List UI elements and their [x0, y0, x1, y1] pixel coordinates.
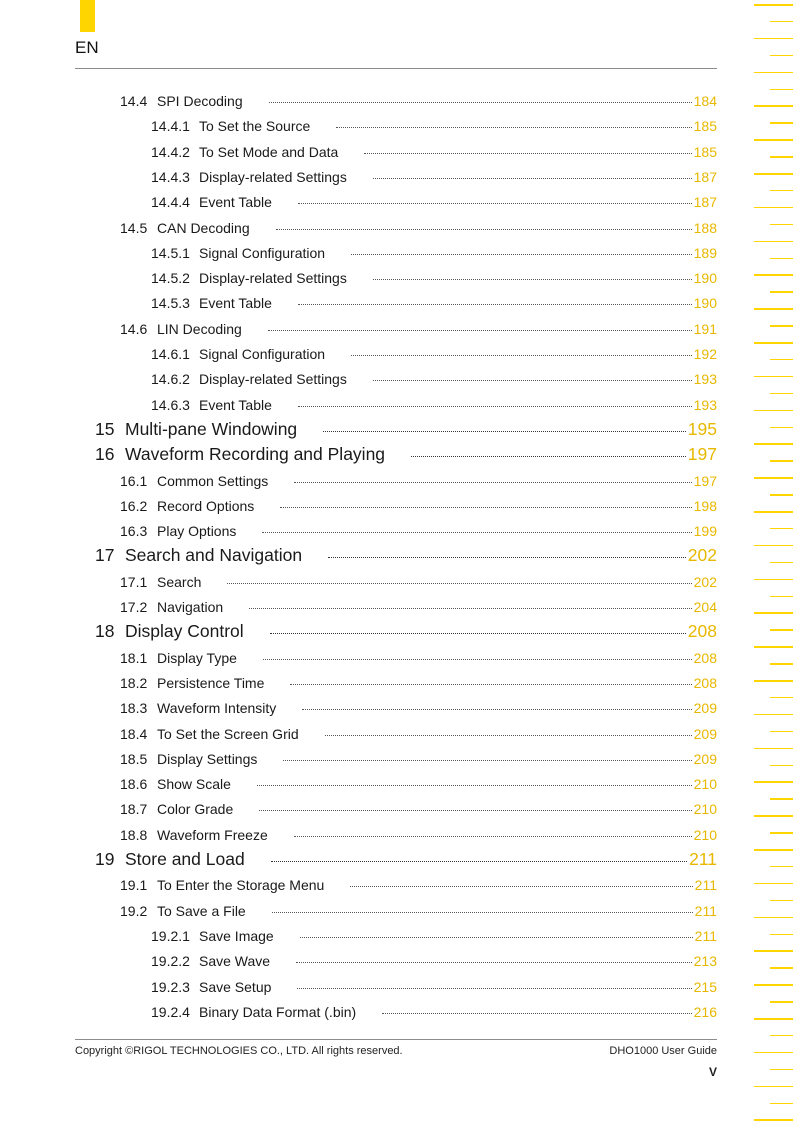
toc-dot-leader: [270, 633, 686, 634]
toc-entry[interactable]: [120, 93, 717, 113]
toc-entry[interactable]: [151, 928, 717, 948]
toc-dot-leader: [294, 836, 692, 837]
toc-entry[interactable]: [95, 621, 717, 645]
toc-entry-page: 209: [693, 750, 717, 767]
thumb-index-tick: [770, 629, 793, 631]
toc-entry-page: 187: [693, 194, 717, 211]
toc-entry[interactable]: [120, 726, 717, 746]
toc-entry[interactable]: [151, 270, 717, 290]
toc-entry-number: 19.2: [120, 902, 148, 919]
toc-entry-page: 192: [693, 346, 717, 362]
toc-entry[interactable]: [151, 371, 717, 391]
toc-entry[interactable]: [151, 245, 717, 265]
toc-entry[interactable]: [120, 827, 717, 847]
toc-entry-number: 15: [95, 418, 115, 439]
toc-dot-leader: [276, 229, 692, 230]
toc-entry-page: 199: [693, 523, 717, 540]
toc-entry-title: Record Options: [157, 497, 255, 514]
toc-dot-leader: [351, 355, 692, 356]
toc-entry-number: 14.6.1: [151, 346, 190, 362]
thumb-index-tick: [754, 4, 793, 6]
thumb-index-tick: [754, 1018, 793, 1020]
toc-entry[interactable]: [120, 574, 717, 594]
toc-dot-leader: [373, 380, 692, 381]
toc-entry-title: Display-related Settings: [199, 168, 347, 185]
toc-entry-title: Save Setup: [199, 978, 272, 995]
toc-entry-title: To Set the Source: [199, 118, 311, 135]
toc-entry-number: 14.4.4: [151, 194, 190, 211]
toc-entry[interactable]: [120, 801, 717, 821]
toc-entry-title: Search and Navigation: [125, 545, 303, 566]
toc-entry-title: Display-related Settings: [199, 371, 347, 388]
toc-entry-page: 189: [693, 244, 717, 261]
toc-entry-title: Color Grade: [157, 801, 234, 818]
toc-dot-leader: [269, 102, 692, 103]
toc-entry-number: 19.2.4: [151, 1003, 190, 1020]
toc-entry-number: 14.6.3: [151, 396, 190, 413]
toc-entry-page: 202: [687, 545, 717, 566]
toc-entry-number: 19: [95, 849, 115, 869]
toc-entry[interactable]: [120, 498, 717, 518]
thumb-index-tick: [770, 359, 793, 361]
toc-entry[interactable]: [151, 397, 717, 417]
toc-entry[interactable]: [95, 419, 717, 443]
toc-entry[interactable]: [120, 650, 717, 670]
toc-dot-leader: [296, 962, 692, 963]
toc-entry[interactable]: [151, 169, 717, 189]
thumb-index-tick: [770, 528, 793, 530]
toc-entry[interactable]: [120, 776, 717, 796]
toc-dot-leader: [283, 760, 691, 761]
toc-entry-title: To Set the Screen Grid: [157, 725, 299, 742]
toc-entry-page: 190: [693, 270, 717, 287]
toc-entry-page: 216: [693, 1003, 717, 1020]
toc-entry-page: 210: [693, 776, 717, 793]
thumb-index-tick: [770, 934, 793, 936]
copyright-text: Copyright ©RIGOL TECHNOLOGIES CO., LTD. All rights reserved.: [75, 1045, 403, 1057]
toc-entry-page: 190: [693, 295, 717, 312]
language-label: EN: [75, 38, 99, 57]
toc-dot-leader: [300, 937, 693, 938]
toc-dot-leader: [373, 178, 692, 179]
thumb-index-tick: [770, 258, 793, 260]
toc-dot-leader: [298, 203, 692, 204]
toc-entry-page: 202: [693, 573, 717, 590]
chapter-tab-marker: [80, 0, 95, 32]
toc-entry-title: Waveform Intensity: [157, 700, 277, 717]
thumb-index-tick: [770, 967, 793, 969]
thumb-index-tick: [754, 781, 793, 783]
thumb-index-tick: [770, 21, 793, 23]
toc-entry-title: Binary Data Format (.bin): [199, 1003, 357, 1020]
toc-entry-number: 16: [95, 444, 115, 465]
thumb-index-tick: [770, 832, 793, 834]
toc-entry[interactable]: [151, 979, 717, 999]
toc-entry-page: 197: [693, 472, 717, 489]
toc-entry-number: 14.5.2: [151, 270, 190, 287]
toc-entry-page: 209: [693, 700, 717, 717]
thumb-index-tick: [770, 798, 793, 800]
toc-entry-page: 209: [693, 725, 717, 742]
thumb-index-tick: [754, 511, 793, 513]
thumb-index-tick: [754, 207, 793, 209]
thumb-index-tick: [770, 1069, 793, 1071]
toc-entry[interactable]: [120, 321, 717, 341]
toc-dot-leader: [323, 431, 686, 432]
toc-entry[interactable]: [120, 523, 717, 543]
thumb-index-tick: [754, 1086, 793, 1088]
thumb-index-tick: [754, 173, 793, 175]
thumb-index-tick: [770, 494, 793, 496]
thumb-index-tick: [770, 1035, 793, 1037]
thumb-index-tick: [770, 697, 793, 699]
toc-entry-title: Play Options: [157, 523, 237, 540]
toc-entry-number: 19.2.1: [151, 927, 190, 944]
toc-entry-number: 19.1: [120, 877, 148, 894]
toc-entry-number: 18.3: [120, 700, 148, 717]
toc-entry-number: 14.4: [120, 93, 148, 109]
toc-entry-title: Display Type: [157, 649, 237, 666]
toc-entry-title: Common Settings: [157, 472, 269, 489]
toc-dot-leader: [351, 254, 692, 255]
toc-entry-page: 204: [693, 599, 717, 615]
toc-entry-number: 14.5.3: [151, 295, 190, 312]
toc-dot-leader: [373, 279, 692, 280]
thumb-index-tick: [754, 815, 793, 817]
toc-entry-page: 208: [693, 649, 717, 666]
toc-entry-number: 14.5: [120, 219, 148, 236]
toc-entry[interactable]: [120, 675, 717, 695]
thumb-index-tick: [754, 410, 793, 412]
toc-dot-leader: [280, 507, 691, 508]
thumb-index-tick: [754, 849, 793, 851]
toc-entry-title: Event Table: [199, 396, 272, 413]
toc-entry-title: Waveform Freeze: [157, 826, 268, 843]
toc-entry-title: Save Wave: [199, 953, 271, 970]
toc-entry-number: 18.4: [120, 725, 148, 742]
toc-entry-title: Persistence Time: [157, 674, 265, 691]
toc-entry-page: 193: [693, 396, 717, 413]
toc-entry[interactable]: [151, 194, 717, 214]
thumb-index-tick: [754, 748, 793, 750]
toc-dot-leader: [272, 912, 693, 913]
toc-entry-page: 211: [694, 902, 717, 919]
thumb-index-tick: [770, 731, 793, 733]
thumb-index-tick: [754, 680, 793, 682]
toc-entry-number: 19.2.2: [151, 953, 190, 970]
toc-entry-title: Signal Configuration: [199, 244, 326, 261]
thumb-index-tick: [754, 376, 793, 378]
thumb-index-tick: [770, 224, 793, 226]
thumb-index-tick: [770, 900, 793, 902]
toc-entry[interactable]: [95, 849, 717, 873]
toc-entry-number: 14.4.1: [151, 118, 190, 135]
toc-entry-title: LIN Decoding: [157, 320, 242, 337]
toc-entry-page: 185: [693, 118, 717, 135]
toc-entry-page: 210: [693, 826, 717, 843]
toc-dot-leader: [336, 127, 691, 128]
toc-entry-page: 215: [693, 978, 717, 995]
toc-entry[interactable]: [151, 144, 717, 164]
toc-entry-page: 211: [689, 849, 717, 869]
toc-dot-leader: [262, 532, 691, 533]
toc-entry-page: 193: [693, 371, 717, 388]
toc-dot-leader: [298, 304, 692, 305]
toc-entry-number: 17.1: [120, 573, 148, 590]
toc-entry[interactable]: [151, 295, 717, 315]
toc-dot-leader: [350, 886, 692, 887]
thumb-index-tick: [754, 950, 793, 952]
thumb-index-tick: [754, 579, 793, 581]
toc-entry-number: 17.2: [120, 599, 148, 615]
toc-dot-leader: [271, 861, 687, 862]
toc-entry-title: Search: [157, 573, 202, 590]
thumb-index-tick: [770, 156, 793, 158]
thumb-index-tick: [754, 443, 793, 445]
toc-entry-title: Navigation: [157, 599, 224, 615]
toc-dot-leader: [382, 1013, 691, 1014]
thumb-index-tick: [754, 241, 793, 243]
toc-entry-number: 16.1: [120, 472, 148, 489]
toc-entry-number: 18.1: [120, 649, 148, 666]
toc-entry-page: 184: [693, 93, 717, 109]
thumb-index-tick: [770, 325, 793, 327]
toc-dot-leader: [297, 988, 691, 989]
toc-entry-title: To Enter the Storage Menu: [157, 877, 325, 894]
toc-entry[interactable]: [120, 220, 717, 240]
thumb-index-tick: [754, 72, 793, 74]
toc-dot-leader: [290, 684, 691, 685]
thumb-index-tick: [770, 55, 793, 57]
document-title: DHO1000 User Guide: [609, 1045, 717, 1057]
toc-entry[interactable]: [151, 953, 717, 973]
toc-entry-number: 18.5: [120, 750, 148, 767]
toc-entry-title: Display Control: [125, 621, 244, 642]
thumb-index-tick: [770, 393, 793, 395]
toc-entry-title: Event Table: [199, 194, 272, 211]
toc-dot-leader: [227, 583, 691, 584]
thumb-index-tick: [770, 596, 793, 598]
thumb-index-tick: [770, 562, 793, 564]
thumb-index-tick: [754, 612, 793, 614]
toc-entry-page: 197: [687, 444, 717, 465]
thumb-index-tick: [770, 1103, 793, 1105]
toc-entry-number: 18: [95, 621, 115, 642]
toc-entry-page: 211: [694, 877, 717, 894]
toc-entry-number: 16.2: [120, 497, 148, 514]
toc-entry-title: To Set Mode and Data: [199, 143, 339, 160]
toc-entry-title: Display-related Settings: [199, 270, 347, 287]
edge-thumb-index: [750, 0, 793, 1122]
toc-entry-number: 16.3: [120, 523, 148, 540]
toc-entry-title: Save Image: [199, 927, 274, 944]
toc-entry-page: 187: [693, 168, 717, 185]
toc-entry-page: 208: [693, 674, 717, 691]
thumb-index-tick: [754, 1119, 793, 1121]
toc-entry-title: Display Settings: [157, 750, 258, 767]
toc-entry[interactable]: [120, 599, 717, 619]
thumb-index-tick: [754, 984, 793, 986]
toc-entry-page: 195: [687, 418, 717, 439]
toc-entry-title: Multi-pane Windowing: [125, 418, 298, 439]
toc-dot-leader: [298, 406, 692, 407]
footer-rule: [75, 1039, 717, 1040]
toc-dot-leader: [328, 557, 686, 558]
toc-entry-title: SPI Decoding: [157, 93, 243, 109]
toc-entry-page: 210: [693, 801, 717, 818]
toc-entry-number: 14.5.1: [151, 244, 190, 261]
toc-entry[interactable]: [120, 877, 717, 897]
toc-entry-page: 198: [693, 497, 717, 514]
thumb-index-tick: [754, 1052, 793, 1054]
toc-entry-title: Signal Configuration: [199, 346, 326, 362]
thumb-index-tick: [770, 190, 793, 192]
toc-dot-leader: [364, 153, 691, 154]
toc-entry-title: Store and Load: [125, 849, 245, 869]
toc-entry-number: 17: [95, 545, 115, 566]
thumb-index-tick: [770, 460, 793, 462]
thumb-index-tick: [754, 38, 793, 40]
toc-entry-page: 211: [694, 927, 717, 944]
toc-entry-number: 14.6: [120, 320, 148, 337]
toc-entry-title: To Save a File: [157, 902, 246, 919]
toc-entry-page: 191: [693, 320, 717, 337]
toc-entry-number: 18.6: [120, 776, 148, 793]
toc-entry-title: Waveform Recording and Playing: [125, 444, 386, 465]
thumb-index-tick: [754, 477, 793, 479]
thumb-index-tick: [770, 291, 793, 293]
page-number: V: [708, 1065, 717, 1079]
thumb-index-tick: [754, 646, 793, 648]
thumb-index-tick: [770, 663, 793, 665]
toc-entry-title: Event Table: [199, 295, 272, 312]
toc-dot-leader: [294, 482, 691, 483]
thumb-index-tick: [754, 105, 793, 107]
toc-entry[interactable]: [95, 444, 717, 468]
toc-entry[interactable]: [120, 700, 717, 720]
thumb-index-tick: [754, 342, 793, 344]
toc-entry[interactable]: [95, 545, 717, 569]
toc-entry[interactable]: [120, 903, 717, 923]
toc-entry-number: 19.2.3: [151, 978, 190, 995]
toc-entry-number: 14.6.2: [151, 371, 190, 388]
toc-entry-page: 208: [687, 621, 717, 642]
toc-dot-leader: [263, 659, 692, 660]
thumb-index-tick: [754, 545, 793, 547]
thumb-index-tick: [770, 866, 793, 868]
toc-entry[interactable]: [120, 473, 717, 493]
toc-dot-leader: [268, 330, 692, 331]
toc-entry[interactable]: [151, 346, 717, 366]
thumb-index-tick: [770, 89, 793, 91]
toc-entry-page: 185: [693, 143, 717, 160]
thumb-index-tick: [770, 427, 793, 429]
toc-entry-title: CAN Decoding: [157, 219, 250, 236]
thumb-index-tick: [754, 714, 793, 716]
toc-entry-title: Show Scale: [157, 776, 231, 793]
toc-dot-leader: [257, 785, 692, 786]
thumb-index-tick: [770, 122, 793, 124]
thumb-index-tick: [754, 917, 793, 919]
toc-entry[interactable]: [151, 1004, 717, 1024]
toc-entry[interactable]: [151, 118, 717, 138]
header-rule: [75, 68, 717, 69]
toc-dot-leader: [325, 735, 692, 736]
thumb-index-tick: [770, 765, 793, 767]
toc-entry-page: 188: [693, 219, 717, 236]
thumb-index-tick: [754, 308, 793, 310]
toc-entry-page: 213: [693, 953, 717, 970]
toc-entry-number: 18.2: [120, 674, 148, 691]
toc-dot-leader: [259, 810, 691, 811]
thumb-index-tick: [754, 274, 793, 276]
toc-dot-leader: [411, 456, 686, 457]
toc-entry-number: 18.8: [120, 826, 148, 843]
toc-entry-number: 14.4.3: [151, 168, 190, 185]
toc-dot-leader: [249, 608, 691, 609]
toc-entry-number: 18.7: [120, 801, 148, 818]
thumb-index-tick: [754, 883, 793, 885]
toc-dot-leader: [302, 709, 691, 710]
toc-entry-number: 14.4.2: [151, 143, 190, 160]
toc-entry[interactable]: [120, 751, 717, 771]
thumb-index-tick: [754, 139, 793, 141]
thumb-index-tick: [770, 1001, 793, 1003]
